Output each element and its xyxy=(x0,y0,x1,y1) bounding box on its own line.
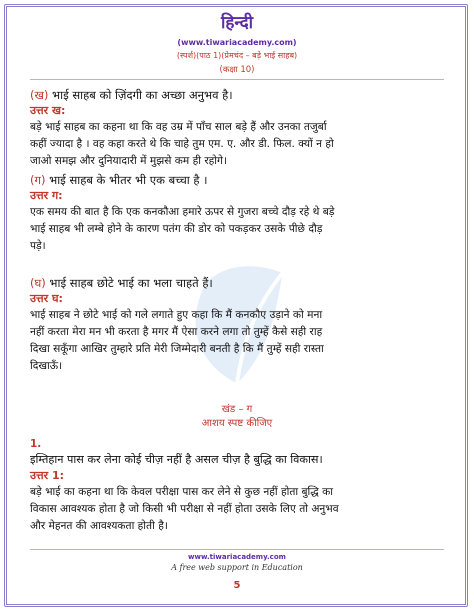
answer-label: उत्तर 1: xyxy=(30,469,65,482)
page-title: हिन्दी xyxy=(220,13,254,33)
answer-line: पड़े। xyxy=(30,240,46,252)
answer-label: उत्तर ख: xyxy=(30,104,66,117)
answer-label: उत्तर घ: xyxy=(30,292,63,305)
question-block-1 xyxy=(30,437,444,535)
header-divider xyxy=(30,79,444,80)
page-number: 5 xyxy=(233,580,241,591)
answer-line: विकास आवश्यक होता है जो किसी भी परीक्षा से नहीं होता उसके लिए तो अनुभव xyxy=(30,503,339,515)
footer-divider xyxy=(30,549,444,550)
question-label: (ग) xyxy=(30,173,46,187)
answer-line: बड़े भाई का कहना था कि केवल परीक्षा पास कर लेने से कुछ नहीं होता बुद्धि का xyxy=(30,486,333,498)
question-text: भाई साहब को ज़िंदगी का अच्छा अनुभव है। xyxy=(48,88,233,102)
answer-line: दिखा सकूँगा आखिर तुम्हारे प्रति मेरी जिम्मेदारी बनती है कि मैं तुम्हें सही रास्ता xyxy=(30,343,324,355)
question-line xyxy=(30,275,444,291)
question-line xyxy=(30,172,444,188)
question-text: भाई साहब के भीतर भी एक बच्चा है । xyxy=(45,173,208,187)
answer-line: भाई साहब ने छोटे भाई को गले लगाते हुए कहा कि मैं कनकौए उड़ाने को मना xyxy=(30,309,323,321)
footer-website[interactable]: www.tiwariacademy.com xyxy=(188,553,286,561)
answer-line: कहीं ज्यादा है । वह कहा करते थे कि चाहे तुम एम. ए. और डी. फिल. क्यों न हो xyxy=(30,138,334,150)
class-label: (कक्षा 10) xyxy=(219,65,255,75)
header-website[interactable]: (www.tiwariacademy.com) xyxy=(177,38,297,47)
question-block-gha xyxy=(30,275,444,375)
question-text: भाई साहब छोटे भाई का भला चाहते हैं। xyxy=(45,276,213,290)
question-label: (घ) xyxy=(30,276,46,290)
question-text: इम्तिहान पास कर लेना कोई चीज़ नहीं है असल चीज़ है बुद्धि का विकास। xyxy=(30,453,323,466)
question-number: 1. xyxy=(30,438,42,450)
answer-line: नहीं करता मेरा मन भी करता है मगर मैं ऐसा करने लगा तो तुम्हें कैसे सही राह xyxy=(30,326,323,338)
answer-line: बड़े भाई साहब का कहना था कि वह उम्र में पाँच साल बड़े हैं और उनका तजुर्बा xyxy=(30,121,327,133)
section-heading: खंड – ग xyxy=(221,404,253,415)
answer-line: दिखाऊँ। xyxy=(30,360,63,372)
footer-tagline: A free web support in Education xyxy=(171,563,303,572)
chapter-subtitle: (स्पर्श)(पाठ 1)(प्रेमचंद – बड़े भाई साहब) xyxy=(176,51,298,60)
answer-line: जाओ समझ और दुनियादारी में मुझसे कम ही रहोगे। xyxy=(30,155,227,167)
question-label: (ख) xyxy=(30,88,49,102)
answer-label: उत्तर ग: xyxy=(30,189,63,202)
question-block-ga xyxy=(30,172,444,255)
question-line xyxy=(30,87,444,103)
answer-line: और मेहनत की आवश्यकता होती है। xyxy=(30,520,168,532)
section-heading-block xyxy=(30,403,444,431)
section-subheading: आशय स्पष्ट कीजिए xyxy=(201,418,273,429)
answer-line: भाई साहब भी लम्बे होने के कारण पतंग की डोर को पकड़कर उसके पीछे दौड़ xyxy=(30,223,323,235)
question-block-kha xyxy=(30,87,444,170)
answer-line: एक समय की बात है कि एक कनकौआ हमारे ऊपर से गुजरा बच्चे दौड़ रहे थे बड़े xyxy=(30,206,335,218)
